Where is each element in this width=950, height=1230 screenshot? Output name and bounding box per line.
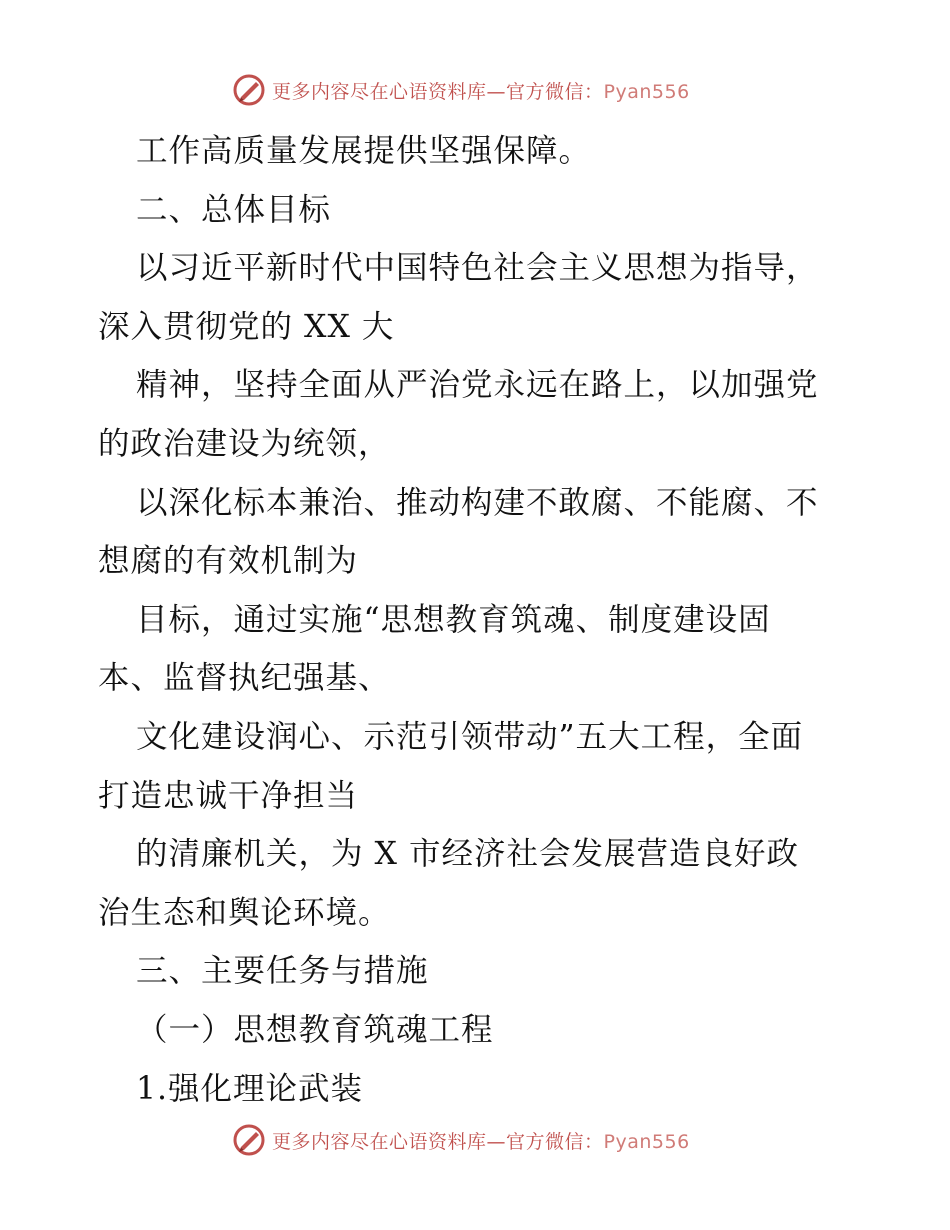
text-line: 工作高质量发展提供坚强保障。	[136, 133, 592, 169]
subsection-heading: （一）思想教育筑魂工程	[136, 1011, 494, 1048]
watermark-handle: Pyan556	[603, 80, 690, 103]
text-line: 本、监督执纪强基、	[98, 660, 391, 697]
section-heading: 二、总体目标	[136, 191, 332, 228]
pen-logo-icon	[232, 1123, 266, 1157]
pen-logo-icon	[232, 73, 266, 107]
text-line: 的政治建设为统领，	[98, 425, 391, 462]
watermark-prefix: 更多内容尽在心语资料库—官方微信：	[272, 80, 604, 103]
watermark-banner-top	[232, 70, 690, 110]
section-heading: 三、主要任务与措施	[136, 953, 429, 990]
watermark-text	[272, 77, 690, 104]
watermark-text	[272, 1127, 690, 1154]
text-line: 以习近平新时代中国特色社会主义思想为指导，	[136, 250, 819, 287]
watermark-prefix: 更多内容尽在心语资料库—官方微信：	[272, 1130, 604, 1153]
text-line: 精神，坚持全面从严治党永远在路上，以加强党	[136, 367, 819, 404]
text-line: 的清廉机关，为 X 市经济社会发展营造良好政	[136, 836, 799, 873]
text-line: 深入贯彻党的 XX 大	[98, 308, 395, 345]
text-line: 以深化标本兼治、推动构建不敢腐、不能腐、不	[136, 484, 819, 521]
text-line: 目标，通过实施“思想教育筑魂、制度建设固	[136, 601, 771, 638]
item-heading: 1.强化理论武装	[136, 1070, 364, 1107]
watermark-banner-bottom	[232, 1120, 690, 1160]
text-line: 文化建设润心、示范引领带动”五大工程，全面	[136, 718, 804, 755]
text-line: 打造忠诚干净担当	[98, 777, 359, 814]
text-line: 想腐的有效机制为	[98, 543, 359, 580]
watermark-handle: Pyan556	[603, 1130, 690, 1153]
document-body	[98, 122, 858, 1118]
text-line: 治生态和舆论环境。	[98, 894, 391, 931]
